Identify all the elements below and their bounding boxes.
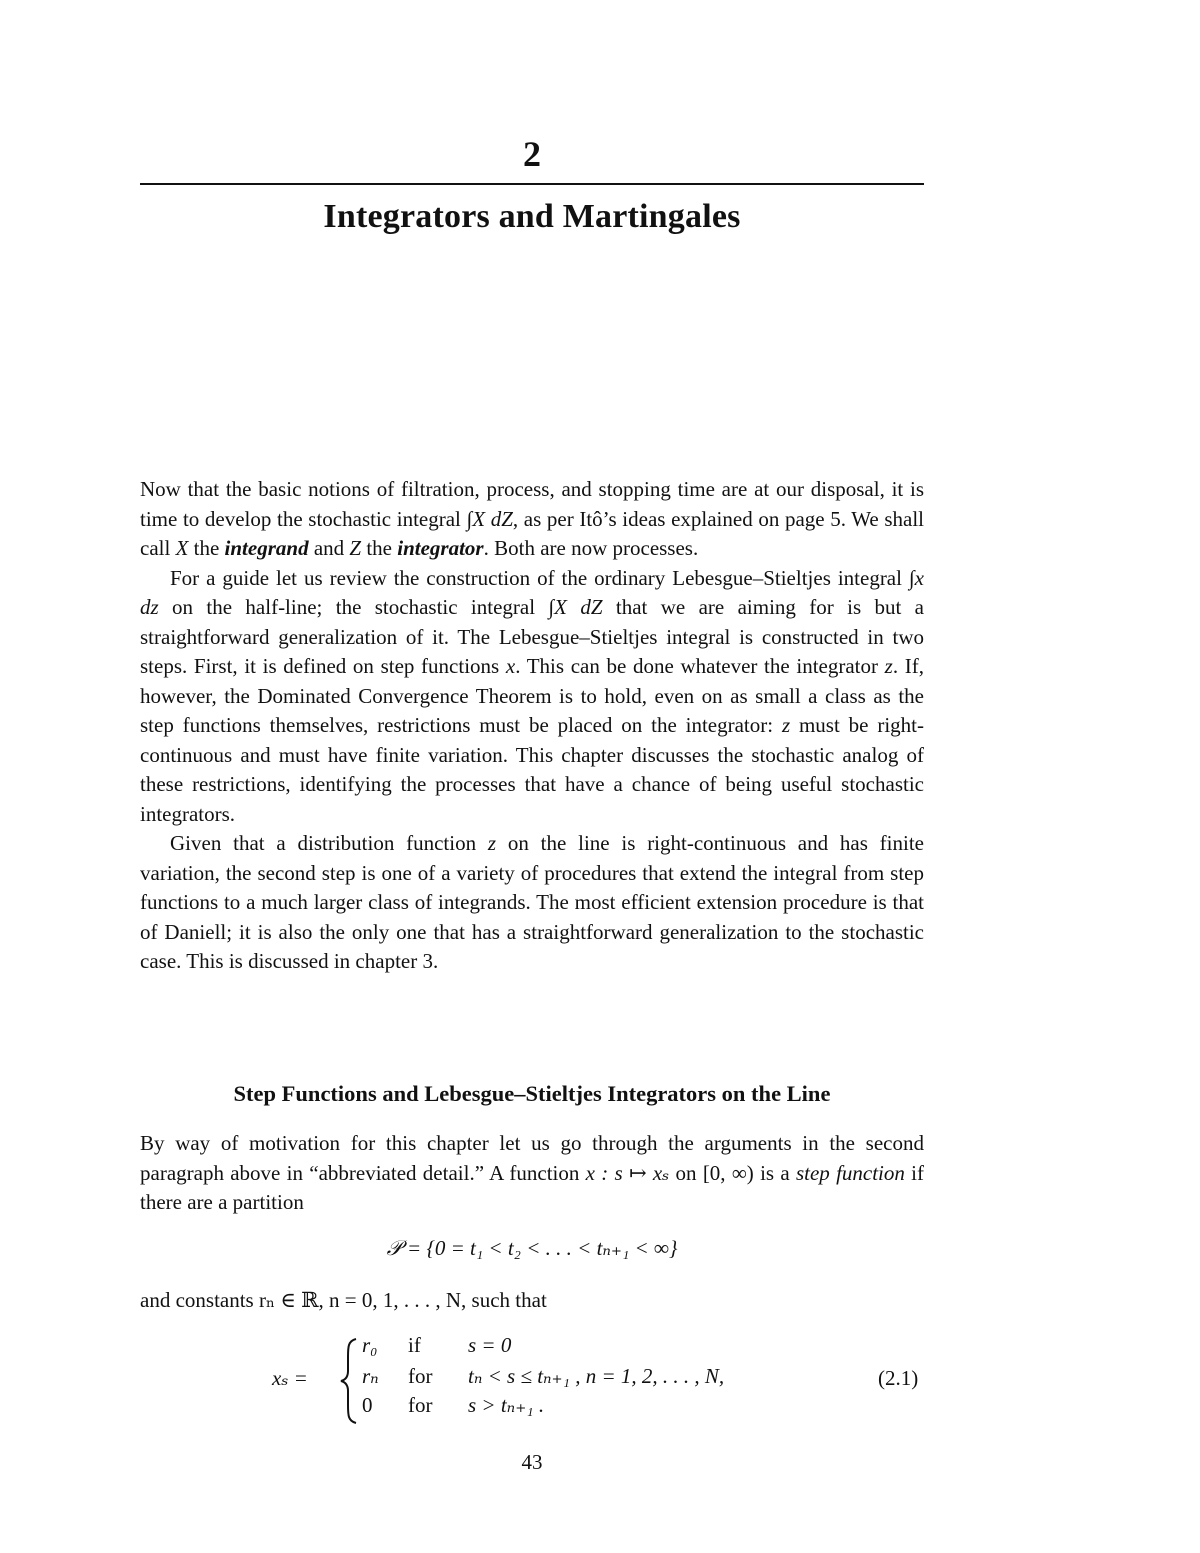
section-paragraph-1: By way of motivation for this chapter let us go through the arguments in the second paragraph above in “abbreviated detail.” A function x : s ↦ xₛ on [0, ∞) is a step function if there are a partition xyxy=(140,1131,925,1214)
variable-z: Z xyxy=(349,536,362,560)
case-row: 0 for s > tₙ₊₁ . xyxy=(362,1393,545,1417)
case-row: r₀ if s = 0 xyxy=(362,1333,512,1357)
integral-expression: ∫X dZ xyxy=(466,506,513,531)
integral-expression: ∫x dz xyxy=(140,565,924,619)
section-heading: Step Functions and Lebesgue–Stieltjes Integrators on the Line xyxy=(233,1081,831,1106)
chapter-rule xyxy=(140,183,924,185)
term-integrand: integrand xyxy=(224,536,309,560)
equation-number: (2.1) xyxy=(878,1366,919,1390)
chapter-title: Integrators and Martingales xyxy=(323,198,741,235)
term-step-function: step function xyxy=(795,1160,905,1185)
case-row: rₙ for tₙ < s ≤ tₙ₊₁ , n = 1, 2, . . . , N, xyxy=(362,1364,725,1388)
variable-x: X xyxy=(175,536,189,560)
intro-paragraph-3: Given that a distribution function z on the line is right-continuous and has finite variation, the second step is one of a variety of procedures that extend the integral from step functions to a much larger class of integrands. The most efficient extension procedure is that of Daniell; it is also the only one that has a straightforward generalization to the stochastic case. This is discussed in chapter 3. xyxy=(140,831,925,973)
partition-equation: 𝒫 = {0 = t₁ < t₂ < . . . < tₙ₊₁ < ∞} xyxy=(386,1236,678,1260)
cases-lhs: xₛ = xyxy=(272,1366,308,1390)
left-brace xyxy=(338,1337,360,1425)
intro-paragraph-2: For a guide let us review the construction of the ordinary Lebesgue–Stieltjes integral ∫x dz on the half-line; the stochastic integral ∫X dZ that we are aiming for is but a straightforward generalization of it. The Lebesgue–Stieltjes integral is constructed in two steps. First, it is defined on step functions x. This can be done whatever the integrator z. If, however, the Dominated Convergence Theorem is to hold, even on as small a class as the step functions themselves, restrictions must be placed on the integrator: z must be right-continuous and must have finite variation. This chapter discusses the stochastic analog of these restrictions, identifying the processes that have a chance of being useful stochastic integrators. xyxy=(140,565,924,826)
variable-z: z xyxy=(487,831,497,855)
function-map-expression: x : s ↦ xₛ xyxy=(585,1160,670,1185)
chapter-number: 2 xyxy=(523,134,541,174)
intro-text xyxy=(140,475,924,977)
term-integrator: integrator xyxy=(397,536,484,560)
section-text xyxy=(140,1129,924,1218)
integral-expression: ∫X dZ xyxy=(548,595,603,619)
page-number: 43 xyxy=(521,1450,543,1474)
section-paragraph-2: and constants rₙ ∈ ℝ, n = 0, 1, . . . , N, such that xyxy=(140,1288,547,1312)
variable-x: x xyxy=(505,654,516,678)
variable-z: z xyxy=(781,713,791,737)
step-function-definition xyxy=(272,1333,832,1425)
variable-z: z xyxy=(884,654,893,678)
intro-paragraph-1: Now that the basic notions of filtration, process, and stopping time are at our disposal, it is time to develop the stochastic integral ∫X dZ, as per Itô’s ideas explained on page 5. We shall call X the integrand and Z the integrator. Both are now processes. xyxy=(140,477,924,560)
